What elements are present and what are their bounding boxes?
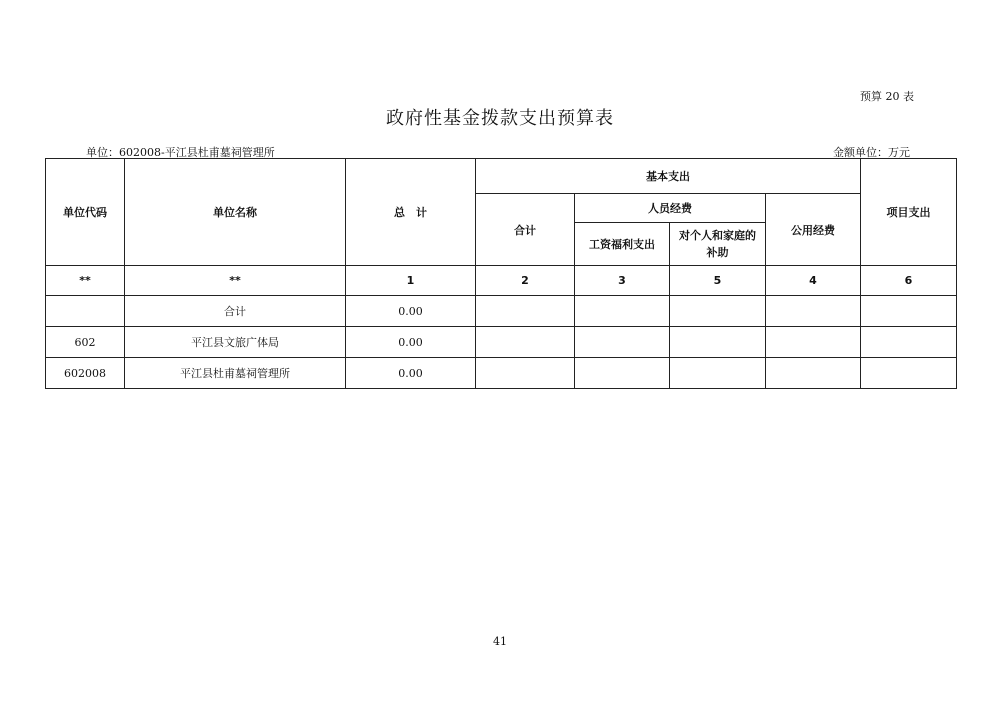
empty-cell (766, 296, 861, 327)
page-title: 政府性基金拨款支出预算表 (386, 108, 614, 129)
table-row (46, 358, 957, 389)
empty-cell (476, 296, 575, 327)
index-cell: 4 (766, 266, 861, 296)
budget-table (45, 158, 957, 389)
header-project-expenditure: 项目支出 (861, 159, 957, 266)
empty-cell (861, 296, 957, 327)
unit-code-cell (46, 296, 125, 327)
header-public-funds: 公用经费 (766, 194, 861, 266)
page-number: 41 (493, 635, 507, 648)
table-row (46, 296, 957, 327)
index-row (46, 266, 957, 296)
index-cell: 5 (670, 266, 766, 296)
index-cell: 2 (476, 266, 575, 296)
empty-cell (476, 327, 575, 358)
header-family-subsidy-line1: 对个人和家庭的 (679, 229, 756, 242)
header-total: 总 计 (346, 159, 476, 266)
empty-cell (575, 296, 670, 327)
empty-cell (575, 358, 670, 389)
empty-cell (670, 358, 766, 389)
money-unit-label: 金额单位：万元 (833, 146, 910, 159)
header-wages-welfare: 工资福利支出 (575, 223, 670, 266)
index-cell: 6 (861, 266, 957, 296)
header-family-subsidy-line2: 补助 (706, 246, 729, 259)
empty-cell (766, 358, 861, 389)
form-number: 预算 20 表 (860, 90, 914, 103)
total-cell: 0.00 (346, 327, 476, 358)
empty-cell (766, 327, 861, 358)
empty-cell (861, 327, 957, 358)
unit-code-cell: 602008 (46, 358, 125, 389)
total-cell: 0.00 (346, 296, 476, 327)
empty-cell (575, 327, 670, 358)
empty-cell (670, 327, 766, 358)
header-unit-code: 单位代码 (46, 159, 125, 266)
header-basic-expenditure: 基本支出 (476, 159, 861, 194)
header-personnel-funds: 人员经费 (575, 194, 766, 223)
total-cell: 0.00 (346, 358, 476, 389)
index-cell: ** (125, 266, 346, 296)
index-cell: 3 (575, 266, 670, 296)
empty-cell (476, 358, 575, 389)
unit-code-cell: 602 (46, 327, 125, 358)
unit-label: 单位：602008-平江县杜甫墓祠管理所 (86, 146, 275, 159)
unit-name-cell: 平江县文旅广体局 (125, 327, 346, 358)
unit-name-cell: 平江县杜甫墓祠管理所 (125, 358, 346, 389)
header-unit-name: 单位名称 (125, 159, 346, 266)
index-cell: ** (46, 266, 125, 296)
table-row (46, 327, 957, 358)
index-cell: 1 (346, 266, 476, 296)
header-row-1 (46, 159, 957, 194)
header-subtotal: 合计 (476, 194, 575, 266)
unit-name-cell: 合计 (125, 296, 346, 327)
header-family-subsidy (670, 223, 766, 266)
empty-cell (670, 296, 766, 327)
empty-cell (861, 358, 957, 389)
